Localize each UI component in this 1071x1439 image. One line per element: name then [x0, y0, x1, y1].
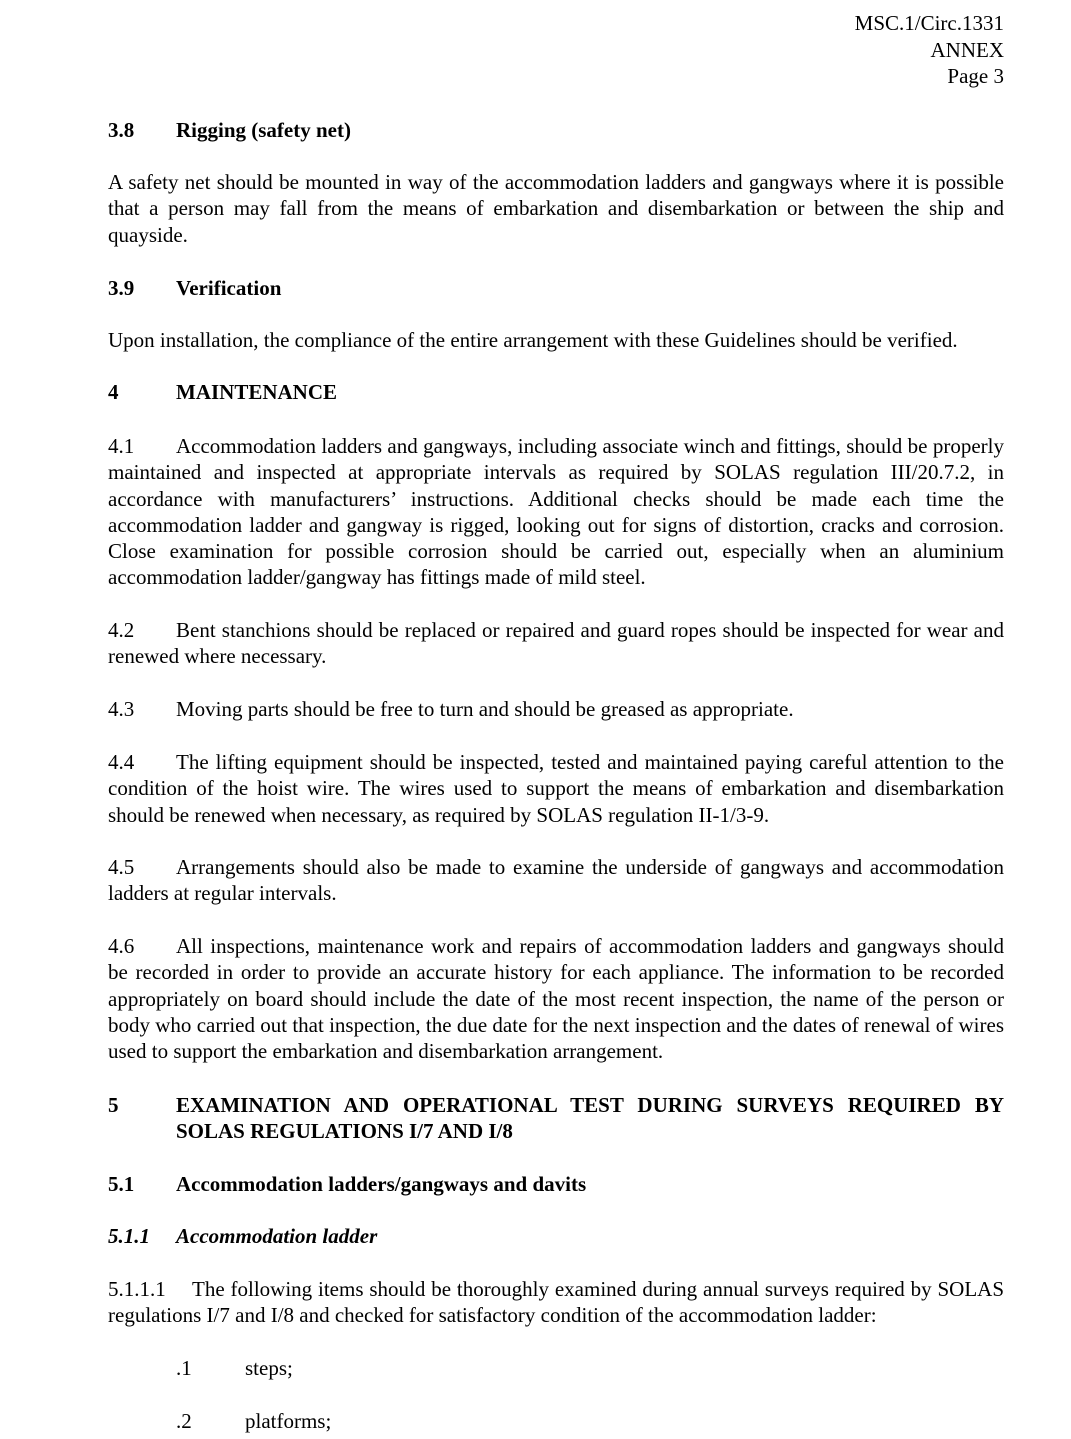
section-heading-5-1-1 — [108, 1223, 1004, 1249]
section-title: Verification — [176, 276, 282, 300]
paragraph-number: 4.2 — [108, 618, 135, 642]
page-header — [855, 10, 1004, 90]
paragraph-3-9 — [108, 327, 1004, 353]
section-heading-4 — [108, 379, 1004, 405]
section-title: EXAMINATION AND OPERATIONAL TEST DURING SURVEYS REQUIRED BY SOLAS REGULATIONS I/7 AND I/8 — [176, 1093, 1004, 1144]
list-item-number: .2 — [176, 1409, 192, 1433]
section-title: Rigging (safety net) — [176, 118, 351, 142]
paragraph-text: Arrangements should also be made to examine the underside of gangways and accommodation ladders at regular intervals. — [108, 855, 1004, 906]
paragraph-text: Upon installation, the compliance of the entire arrangement with these Guidelines should be verified. — [108, 328, 958, 352]
section-title: MAINTENANCE — [176, 380, 338, 404]
paragraph-text: The following items should be thoroughly examined during annual surveys required by SOLAS regulations I/7 and I/8 and checked for satisfactory condition of the accommodation ladder: — [108, 1277, 1004, 1328]
paragraph-number: 4.6 — [108, 934, 135, 958]
section-title: Accommodation ladder — [176, 1224, 378, 1248]
paragraph-4-6 — [108, 933, 1004, 1064]
paragraph-number: 4.4 — [108, 750, 135, 774]
paragraph-text: Moving parts should be free to turn and should be greased as appropriate. — [176, 697, 794, 721]
section-heading-3-9 — [108, 275, 1004, 301]
paragraph-number: 4.1 — [108, 434, 135, 458]
section-title: Accommodation ladders/gangways and davits — [176, 1172, 587, 1196]
section-heading-5 — [108, 1092, 1004, 1145]
paragraph-text: Accommodation ladders and gangways, including associate winch and fittings, should be properly maintained and inspected at appropriate intervals as required by SOLAS regulation III/20.7.2, in accordance with manufacturers’ instructions. Additional checks should be made each time the accommodation ladder and gangway is rigged, looking out for signs of distortion, cracks and corrosion. Close examination for possible corrosion should be carried out, especially when an aluminium accommodation ladder/gangway has fittings made of mild steel. — [108, 434, 1004, 590]
paragraph-text: The lifting equipment should be inspected, tested and maintained paying careful attention to the condition of the hoist wire. The wires used to support the means of embarkation and disembarkation should be renewed when necessary, as required by SOLAS regulation II-1/3-9. — [108, 750, 1004, 827]
paragraph-number: 4.5 — [108, 855, 135, 879]
list-item-text: platforms; — [245, 1409, 332, 1433]
paragraph-5-1-1-1 — [108, 1276, 1004, 1329]
paragraph-number: 5.1.1.1 — [108, 1277, 166, 1301]
paragraph-4-3 — [108, 696, 1004, 722]
paragraph-3-8 — [108, 169, 1004, 248]
paragraph-text: All inspections, maintenance work and repairs of accommodation ladders and gangways should be recorded in order to provide an accurate history for each appliance. The information to be recorded appropriately on board should include the date of the most recent inspection, the name of the person or body who carried out that inspection, the due date for the next inspection and the dates of renewal of wires used to support the embarkation and disembarkation arrangement. — [108, 934, 1004, 1064]
section-heading-3-8 — [108, 117, 1004, 143]
section-number: 3.8 — [108, 118, 135, 142]
section-number: 4 — [108, 380, 119, 404]
annex-label: ANNEX — [930, 37, 1004, 62]
page-number: Page 3 — [947, 64, 1004, 88]
section-number: 5 — [108, 1093, 119, 1117]
paragraph-4-5 — [108, 854, 1004, 907]
list-item-text: steps; — [245, 1356, 293, 1380]
list-item-number: .1 — [176, 1356, 192, 1380]
section-number: 5.1.1 — [108, 1224, 150, 1248]
paragraph-text: A safety net should be mounted in way of the accommodation ladders and gangways where it is possible that a person may fall from the means of embarkation and disembarkation or between the ship and quayside. — [108, 170, 1004, 247]
section-heading-5-1 — [108, 1171, 1004, 1197]
paragraph-4-2 — [108, 617, 1004, 670]
paragraph-4-4 — [108, 749, 1004, 828]
list-item — [176, 1408, 331, 1434]
paragraph-text: Bent stanchions should be replaced or repaired and guard ropes should be inspected for wear and renewed where necessary. — [108, 618, 1004, 669]
paragraph-4-1 — [108, 433, 1004, 591]
list-item — [176, 1355, 293, 1381]
section-number: 3.9 — [108, 276, 135, 300]
paragraph-number: 4.3 — [108, 697, 135, 721]
circular-reference: MSC.1/Circ.1331 — [854, 11, 1004, 35]
section-number: 5.1 — [108, 1172, 135, 1196]
